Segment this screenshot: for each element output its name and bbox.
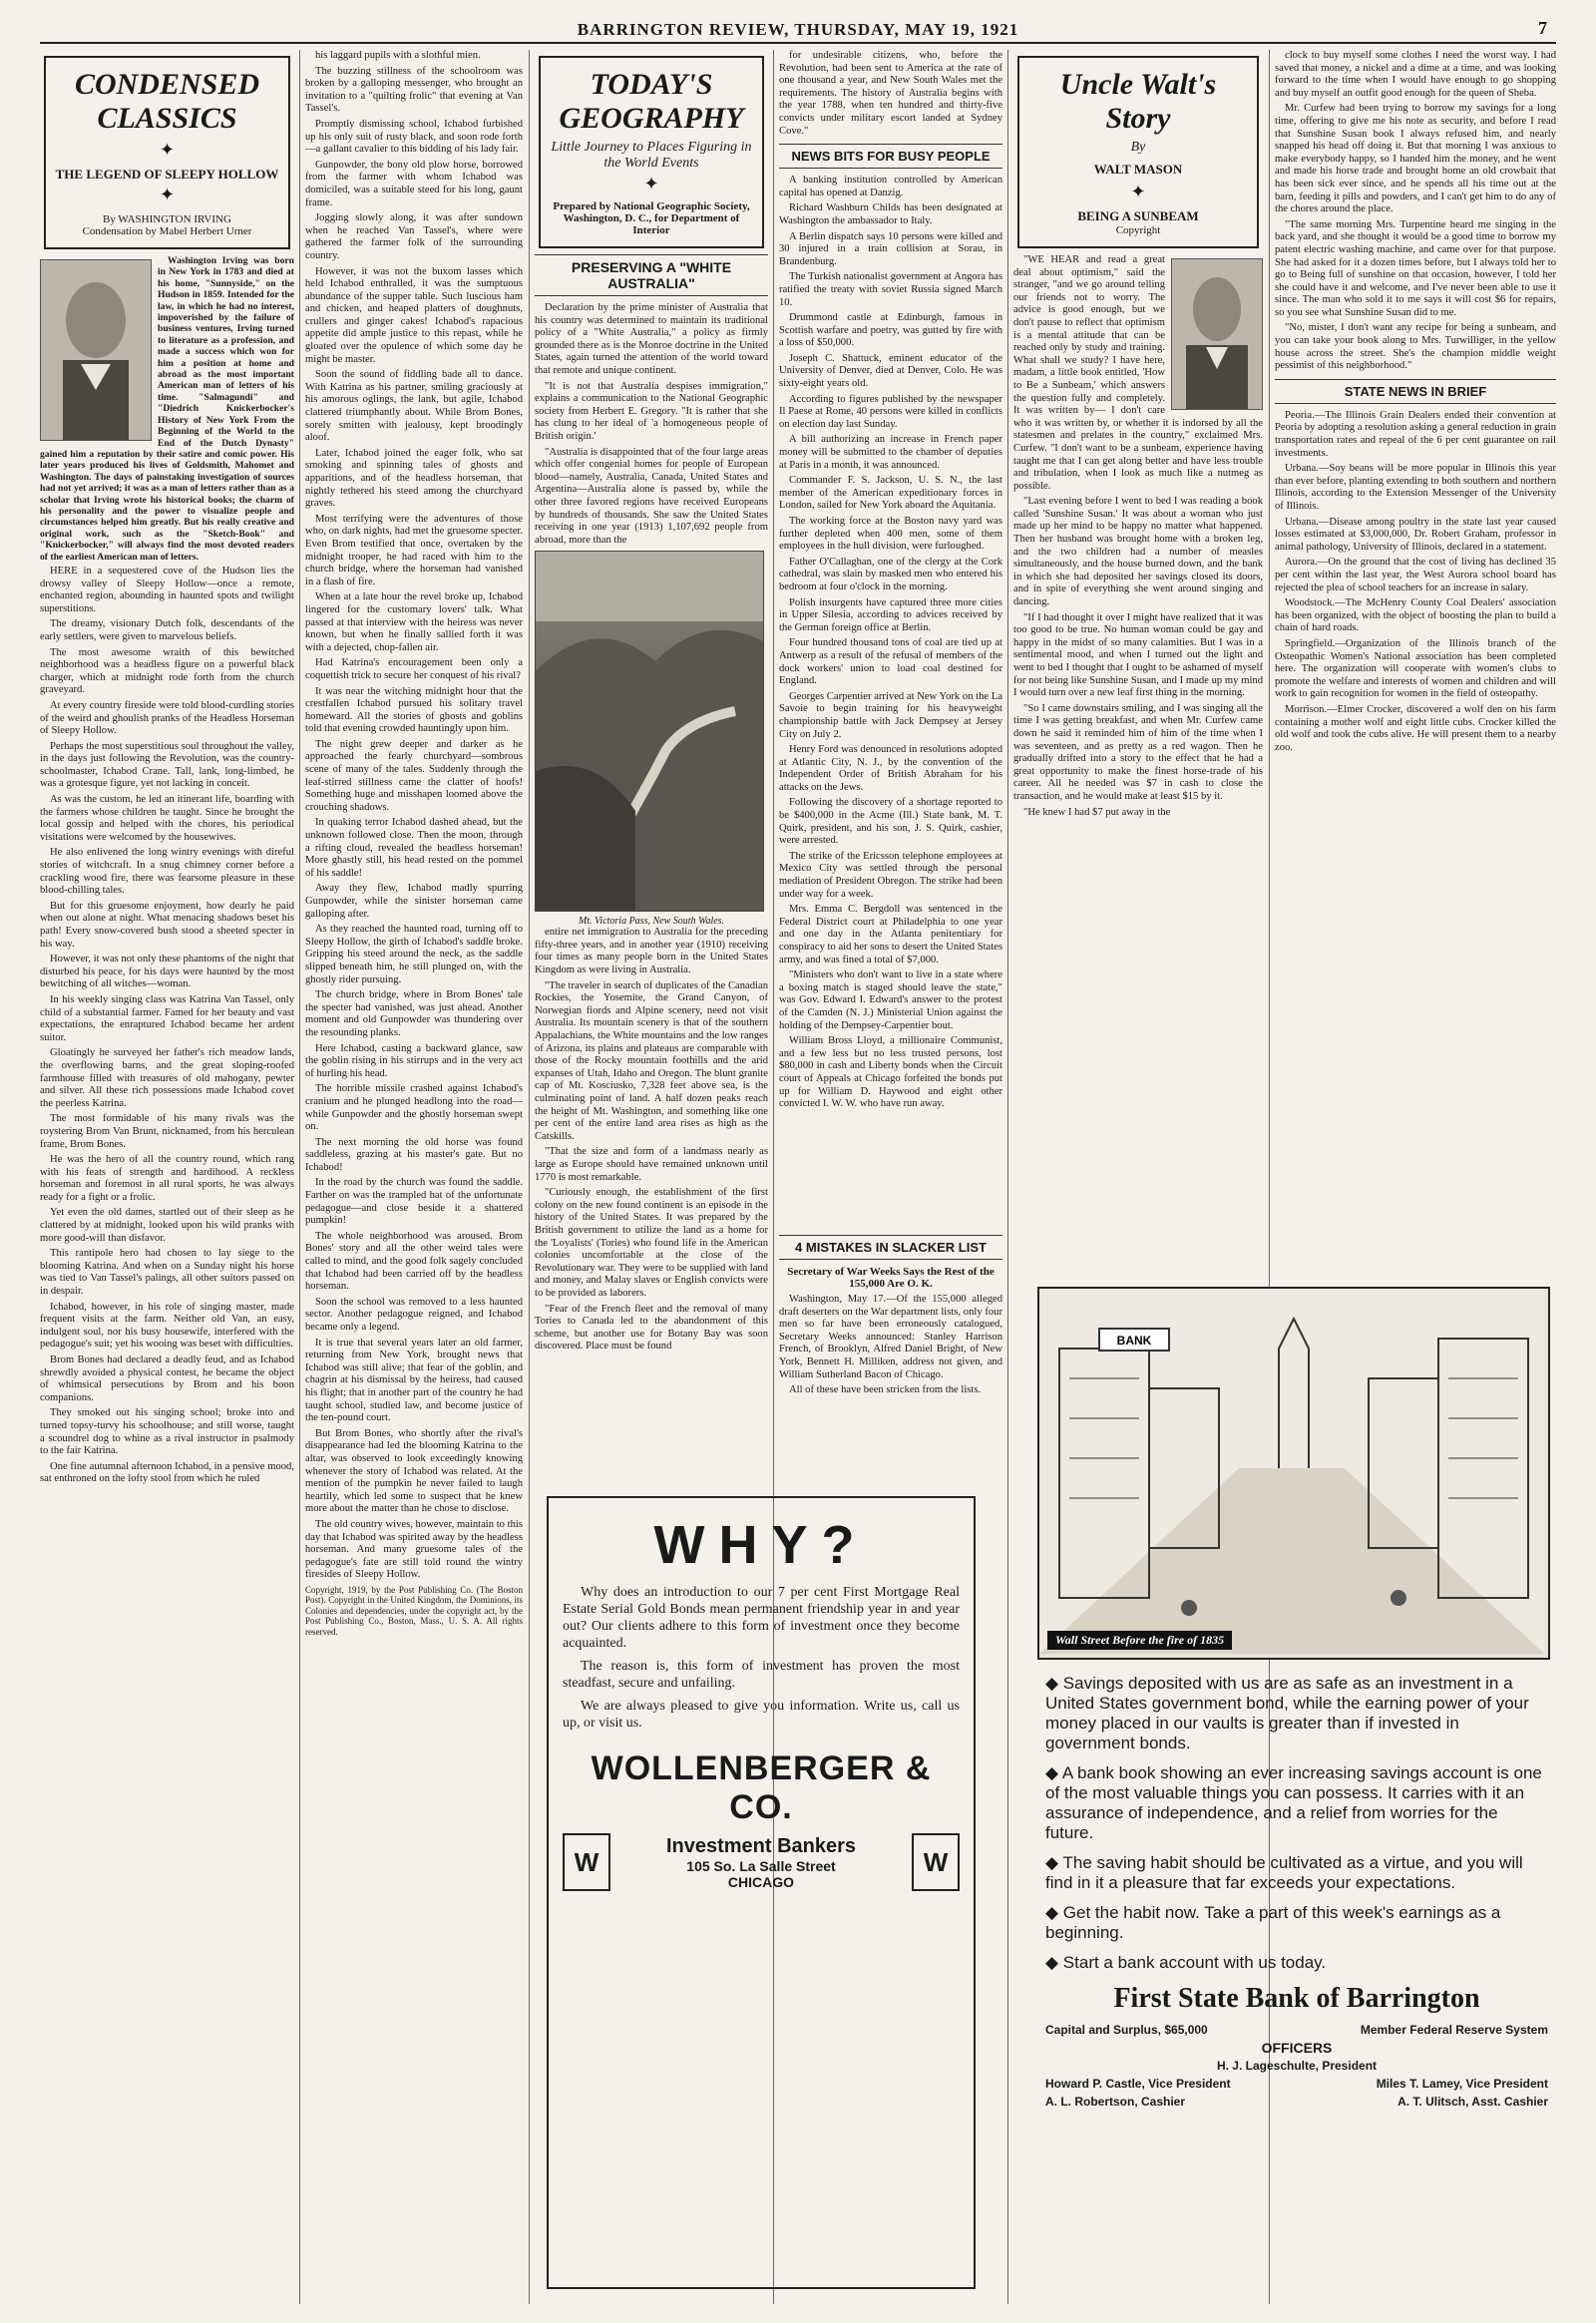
news-item: Four hundred thousand tons of coal are tied up at Antwerp as a result of the refusal of members of the dock workers' union to load coal destined for England. xyxy=(779,637,1002,687)
classics-header-box xyxy=(44,56,290,249)
article-paragraph: Gloatingly he surveyed her father's rich meadow lands, the overflowing barns, and the great sloping-roofed farmhouse filled with treasures of old mahogany, pewter and silver. All these rich possessions made Ichabod covet the peerless Katrina. xyxy=(40,1047,294,1109)
bank-vp-2: Miles T. Lamey, Vice President xyxy=(1376,2077,1548,2091)
classics-body-continued xyxy=(305,50,523,1582)
column-rule xyxy=(529,50,530,2304)
bank-bullet: ◆ Get the habit now. Take a part of this week's earnings as a beginning. xyxy=(1045,1903,1501,1942)
why-paragraph-3: We are always pleased to give you information. Write us, call us up, or visit us. xyxy=(563,1699,960,1731)
bank-bullet: ◆ Start a bank account with us today. xyxy=(1045,1953,1327,1972)
news-item: A Berlin dispatch says 10 persons were killed and 30 injured in a train collision at Sorau, in Brandenburg. xyxy=(779,230,1002,267)
article-paragraph: However, it was not the buxom lasses which held Ichabod enthralled, it was the sumptuous abundance of the supper table. Such luscious ham and chicken, and heaped platters of doughnuts, crullers and ginger cakes! Ichabod's rapacious appetite did ample justice to this repast, while he gloated over the opulence of which some day he might be master. xyxy=(305,265,523,365)
article-paragraph: In the road by the church was found the saddle. Farther on was the trampled hat of the unfortunate pedagogue—and close beside it a shattered pumpkin! xyxy=(305,1177,523,1227)
article-paragraph: They smoked out his singing school; broke into and turned topsy-turvy his schoolhouse; and still worse, taught a scoundrel dog to whine as a rival instructor in psalmody to the fair Katrina. xyxy=(40,1407,294,1457)
company-emblem-left: W xyxy=(563,1833,610,1891)
slacker-headline: 4 MISTAKES IN SLACKER LIST xyxy=(779,1235,1002,1260)
uncle-walt-column xyxy=(1013,50,1263,1317)
article-paragraph: The most awesome wraith of this bewitched neighborhood was a headless figure on a powerful black charger, which at midnight rode forth from the church graveyard. xyxy=(40,646,294,696)
victoria-pass-photo xyxy=(535,551,764,912)
column-rule xyxy=(299,50,300,2304)
article-paragraph: Mr. Curfew had been trying to borrow my savings for a long time, offering to give me his note as security, and before I read that Sunshine Susan book I always refused him, and nearly snapped his head off doing it. But that morning I was anxious to make everybody happy, so I handed him the money, and he went and made his horse trade and brought home an old crowbait that has been sick ever since, and he spends all his time out at the barn, feeding it pills and powders, and I can't get him to do any of the chores around the place. xyxy=(1275,103,1556,215)
article-paragraph: Washington, May 17.—Of the 155,000 alleged draft deserters on the War department lists, only four men so far have been erroneously catalogued, Secretary Weeks announced: Stanley Harrison French, of Brooklyn, Alfred Daniel Bright, of New York, Bennett H. Milliken, address not given, and William Sutherland Bacon of Chicago. xyxy=(779,1294,1002,1380)
article-paragraph: It is true that several years later an old farmer, returning from New York, brought news that Ichabod was still alive; that fear of the goblin, and chagrin at his dismissal by the heiress, had caused his flight; that in another part of the country he had taught school, studied law, and become justice of the ten-pound court. xyxy=(305,1337,523,1424)
photo-caption: Mt. Victoria Pass, New South Wales. xyxy=(578,916,725,928)
bank-vp-1: Howard P. Castle, Vice President xyxy=(1045,2077,1231,2091)
article-paragraph: "Fear of the French fleet and the removal of many Tories to Canada led to the abandonment of this scheme, but another use for Botany Bay was soon discovered. Place must be found xyxy=(535,1303,768,1353)
bullet-icon: ◆ xyxy=(1045,1674,1063,1693)
article-paragraph: Perhaps the most superstitious soul throughout the valley, in the days just following the Revolution, was the country-schoolmaster, Ichabod Crane. Tall, lank, long-limbed, he was a grotesque figure, yet not lacking in conceit. xyxy=(40,740,294,790)
article-paragraph: As they reached the haunted road, turning off to Sleepy Hollow, the girth of Ichabod's saddle broke. Gripping his steed around the neck, as the saddle slipped beneath him, he still plunged on, with the ghostly rider pursuing. xyxy=(305,924,523,985)
article-paragraph: The most formidable of his many rivals was the roystering Brom Van Brunt, nicknamed, from his herculean frame, Brom Bones. xyxy=(40,1113,294,1150)
news-item: Father O'Callaghan, one of the clergy at the Cork cathedral, was slain by masked men who entered his bedroom at four o'clock in the morning. xyxy=(779,556,1002,592)
article-paragraph: The night grew deeper and darker as he approached the fearly churchyard—sombrous scene of many of the tales. Suddenly through the leaf-stirred stillness came the clatter of hoofs! Something huge and misshapen loomed above the crouching shadows. xyxy=(305,738,523,813)
news-item: Following the discovery of a shortage reported to be $400,000 in the Acme (Ill.) State bank, M. T. Quirk, president, and his son, J. S. Quirk, cashier, were arrested. xyxy=(779,797,1002,847)
uncle-walt-heading-2: Story xyxy=(1105,102,1171,135)
uncle-walt-header-box xyxy=(1017,56,1259,248)
article-paragraph: In quaking terror Ichabod dashed ahead, but the unknown followed close. Then the moon, through a rifting cloud, revealed the headless horseman! More ghastly still, his head rested on the pommel of his saddle! xyxy=(305,817,523,879)
article-paragraph: When at a late hour the revel broke up, Ichabod lingered for the customary lovers' talk. What passed at that interview with the heiress was never known, but when he finally sallied forth it was with a dejected, chop-fallen air. xyxy=(305,591,523,653)
bank-bullet: ◆ A bank book showing an ever increasing savings account is one of the most valuable things you can possess. It carries with it an assurance of independence, and a relief from worries for the future. xyxy=(1045,1763,1542,1842)
geography-heading-1: TODAY'S xyxy=(590,68,713,101)
photo-image xyxy=(536,552,763,911)
news-item: Springfield.—Organization of the Illinois branch of the Osteopathic Women's National association has been completed here. The organization will cooperate with women's clubs to promote the welfare and interests of women and children and will work to gain recognition for women in the field of osteopathy. xyxy=(1275,637,1556,700)
news-item: The working force at the Boston navy yard was further depleted when 400 men, some of them employees in the hull division, were furloughed. xyxy=(779,516,1002,553)
geography-heading-2: GEOGRAPHY xyxy=(559,102,744,135)
news-item: Joseph C. Shattuck, eminent educator of the University of Denver, died at Denver, Colo. He was sixty-eight years old. xyxy=(779,352,1002,390)
article-paragraph: HERE in a sequestered cove of the Hudson lies the drowsy valley of Sleepy Hollow—once a remote, enchanted region, abounding in haunted spots and twilight superstitions. xyxy=(40,565,294,614)
company-emblem-right: W xyxy=(912,1833,960,1891)
uncle-walt-title: BEING A SUNBEAM xyxy=(1077,208,1199,223)
article-paragraph: The buzzing stillness of the schoolroom was broken by a galloping messenger, who brought an invitation to a "quilting frolic" that evening at Van Tassel's. xyxy=(305,65,523,115)
company-city: CHICAGO xyxy=(727,1873,795,1890)
column-rule xyxy=(1007,50,1008,2304)
article-paragraph: "Australia is disappointed that of the four large areas which offer congenial homes for people of European blood—namely, Australia, Canada, United States and Argentina—Australia alone is passed by, while the other three favored regions have received Europeans by hundreds of thousands. She saw the United States receiving in one year (1913) 1,107,692 people from abroad, more than the xyxy=(535,446,768,546)
news-item: Morrison.—Elmer Crocker, discovered a wolf den on his farm containing a mother wolf and eight little cubs. Crocker killed the old wolf and took the cubs alive. He will present them to a nearby zoo. xyxy=(1275,703,1556,753)
bank-bullet: ◆ The saving habit should be cultivated as a virtue, and you will find in it a pleasure that far exceeds your expectations. xyxy=(1045,1853,1523,1892)
street-drawing xyxy=(1039,1289,1544,1654)
article-paragraph: Ichabod, however, in his role of singing master, made frequent visits at the farm. Neither old Van, an easy, indulgent soul, nor his busy housewife, interfered with the pedagogue's suit; yet his wooing was beset with difficulties. xyxy=(40,1301,294,1351)
article-paragraph: clock to buy myself some clothes I need the worst way. I had saved that money, a nickel and a dime at a time, and was looking forward to the time when I would have enough to go shopping and buy myself an outfit good enough for the queen of Sheba. xyxy=(1275,50,1556,99)
classics-copyright: Copyright, 1919, by the Post Publishing Co. (The Boston Post). Copyright in the United Kingdom, the Dominions, its Colonies and dependencies, under the copyright act, by the Post Publishing Co., Boston, Mass., U. S. A. All rights reserved. xyxy=(305,1584,523,1637)
article-paragraph: "So I came downstairs smiling, and I was singing all the time I was getting breakfast, and when Mr. Curfew came down he said it reminded him of him of the time when I was seventeen, and as pretty as a red wagon. Then he gradually drifted into a story to the effect that he had a great opportunity to make the finest horse-trade of his career. All he needed was $7 in cash to close the transaction, and he would make at least $15 by it. xyxy=(1013,702,1263,802)
article-paragraph: "Curiously enough, the establishment of the first colony on the new found continent is an episode in the history of the United States. It was prepared by the British government to utilize the land as a home for the 'Loyalists' (Tories) who found life in the American colonies uncomfortable at the close of the Revolutionary war. They were to be supplied with land and money, and Malay slaves or English convicts were to be provided as laborers. xyxy=(535,1187,768,1299)
bank-sign: BANK xyxy=(1116,1334,1152,1348)
article-paragraph: "WE HEAR and read a great deal about optimism," said the stranger, "and we go around telling our friends not to worry. The advice is good enough, but we don't pause to reflect that optimism is a mental attitude that can be reached only by study and training. What shall we study? I have here, madam, a little book entitled, 'How to Be a Sunbeam,' which answers the question fully and completely. It was written by— I don't care who it was written by, or whether it is indorsed by all the statesmen and prelates in the country," exclaimed Mrs. Curfew. "I don't want to be a sunbeam, experience having taught me that I can get along better and have less trouble and tribulation, when I look as much like a nutmeg as possible. xyxy=(1013,254,1263,492)
article-paragraph: Jogging slowly along, it was after sundown when he reached Van Tassel's, where were gathered the farmer folk of the surrounding country. xyxy=(305,212,523,261)
wollenberger-ad xyxy=(547,1496,976,2289)
article-paragraph: Most terrifying were the adventures of those who, on dark nights, had met the gruesome specter. Even Brom testified that once, overtaken by the midnight trooper, he had raced with him to the church bridge, where the horseman had vanished in a flash of fire. xyxy=(305,513,523,587)
news-item: The strike of the Ericsson telephone employees at Mexico City was settled through the personal mediation of President Obregon. The strike had been under way for a week. xyxy=(779,850,1002,900)
news-items xyxy=(779,175,1002,1111)
wall-street-illustration xyxy=(1037,1287,1550,1660)
article-paragraph: "Last evening before I went to bed I was reading a book called 'Sunshine Susan.' It was about a woman who just made up her mind to be happy no matter what happened. Then her husband was brought home with a broken leg, and the two children had a number of measles simultaneously, and the house burned down, and the bank in which she had deposited her savings closed its doors, and in spite of everything she went around singing and dancing. xyxy=(1013,496,1263,608)
portrait-image xyxy=(1172,259,1262,409)
classics-condensation: Condensation by Mabel Herbert Urner xyxy=(82,225,252,237)
article-paragraph: Gunpowder, the bony old plow horse, borrowed from the farmer with whom Ichabod was domiciled, was a suitable steed for his long, gaunt frame. xyxy=(305,159,523,208)
article-paragraph: Had Katrina's encouragement been only a coquettish trick to secure her conquest of his rival? xyxy=(305,657,523,681)
article-paragraph: But for this gruesome enjoyment, how dearly he paid when out alone at night. What menacing shadows beset his path! Every snow-covered bush stood a sheeted specter in his way. xyxy=(40,900,294,950)
news-item: Commander F. S. Jackson, U. S. N., the last member of the American expeditionary forces in London, sailed for New York aboard the Aquitania. xyxy=(779,475,1002,512)
illustration-caption: Wall Street Before the fire of 1835 xyxy=(1047,1631,1232,1650)
walt-mason-portrait xyxy=(1171,258,1263,410)
portrait-image xyxy=(41,260,151,440)
classics-body xyxy=(40,566,294,1486)
news-item: Drummond castle at Edinburgh, famous in Scottish warfare and poetry, was gutted by fire with a loss of $50,000. xyxy=(779,312,1002,349)
page-number: 7 xyxy=(1538,18,1548,38)
news-item: The Turkish nationalist government at Angora has ratified the treaty with soviet Russia signed March 10. xyxy=(779,271,1002,308)
news-item: Richard Washburn Childs has been designated at Washington the ambassador to Italy. xyxy=(779,202,1002,226)
news-column xyxy=(779,50,1002,1227)
article-paragraph: his laggard pupils with a slothful mien. xyxy=(315,50,481,61)
article-paragraph: At every country fireside were told blood-curdling stories of the weird and ghoulish pranks of the Headless Horseman of Sleepy Hollow. xyxy=(40,699,294,737)
article-paragraph: The old country wives, however, maintain to this day that Ichabod was spirited away by the headless horseman. And many gruesome tales of the pedagogue's fate are still told round the wintry firesides of Sleepy Hollow. xyxy=(305,1518,523,1581)
article-paragraph: As was the custom, he led an itinerant life, boarding with the farmers whose children he taught. Since he brought the local gossip and helped with the chores, his periodical visitations were welcomed by the housewives. xyxy=(40,794,294,843)
bank-capital: Capital and Surplus, $65,000 xyxy=(1045,2023,1208,2037)
article-paragraph: The horrible missile crashed against Ichabod's cranium and he plunged headlong into the road—while Gunpowder and the ghostly horseman swept on. xyxy=(305,1083,523,1133)
masthead-title: BARRINGTON REVIEW, THURSDAY, MAY 19, 1921 xyxy=(577,20,1019,39)
slacker-body xyxy=(779,1294,1002,1397)
news-item: Aurora.—On the ground that the cost of living has declined 35 per cent within the last year, the West Aurora school board has rejected the plea of school teachers for an increase in salary. xyxy=(1275,557,1556,593)
article-paragraph: "The traveler in search of duplicates of the Canadian Rockies, the Yosemite, the Grand Canyon, of Norwegian fiords and Alpine scenery, need not visit Australia. Its mountain scenery is that of the southern Appalachians, the White mountains and the low ranges of Arizona, its plains and plateaus are comparable with those of the Rocky mountain foothills and the arid expanses of Utah, Idaho and Oregon. The blunt granite cap of Mt. Kosciusko, 7,328 feet above sea, is the culminating point of land. A half dozen peaks reach the height of Mt. Washington, and something like one per cent of the entire land area rises as high as the Catskills. xyxy=(535,979,768,1142)
article-paragraph: "No, mister, I don't want any recipe for being a sunbeam, and you can take your book along to Mrs. Turwilliger, in the yellow house across the street. She's the champion middle weight pessimist of this neighborhood." xyxy=(1275,322,1556,372)
classics-heading-1: CONDENSED xyxy=(74,68,260,101)
masthead xyxy=(40,18,1556,44)
article-paragraph: It was near the witching midnight hour that the crestfallen Ichabod pursued his solitary travel homeward. All the stories of ghosts and goblins told that evening crowded hauntingly upon him. xyxy=(305,685,523,735)
news-item: Georges Carpentier arrived at New York on the La Savoie to begin training for his heavyweight championship battle with Jack Dempsey at Jersey City on July 2. xyxy=(779,690,1002,740)
article-paragraph: Later, Ichabod joined the eager folk, who sat smoking and spinning tales of ghosts and apparitions, and of the headless horseman, that nightly tethered his steed among the churchyard graves. xyxy=(305,447,523,510)
article-paragraph: He was the hero of all the country round, which rang with his feats of strength and hardihood. A reckless horseman and foremost in all rural sports, he was always ready for a fight or a frolic. xyxy=(40,1154,294,1203)
bank-name: First State Bank of Barrington xyxy=(1113,1983,1480,2014)
news-item: Henry Ford was denounced in resolutions adopted at Atlantic City, N. J., by the convention of the Independent Order of British Abraham for his attacks on the Jews. xyxy=(779,744,1002,793)
article-paragraph: All of these have been stricken from the lists. xyxy=(789,1384,982,1396)
news-item: A banking institution controlled by American capital has opened at Danzig. xyxy=(779,175,1002,198)
article-paragraph: But Brom Bones, who shortly after the rival's disappearance had led the blooming Katrina to the altar, was observed to look exceedingly knowing whenever the story of Ichabod was related. At the mention of the pumpkin he never failed to laugh heartily, which led some to suspect that he knew more about the matter than he chose to disclose. xyxy=(305,1427,523,1515)
news-item: Woodstock.—The McHenry County Coal Dealers' association has been organized, with the object of boosting the plan to build a chain of hard roads. xyxy=(1275,597,1556,634)
ornament: ✦ xyxy=(159,185,176,204)
article-paragraph: "He knew I had $7 put away in the xyxy=(1023,806,1171,818)
article-paragraph: Soon the school was removed to a less haunted sector. Another pedagogue reigned, and Ichabod became only a legend. xyxy=(305,1296,523,1333)
article-paragraph: Here Ichabod, casting a backward glance, saw the goblin rising in his stirrups and in the very act of hurling his head. xyxy=(305,1042,523,1079)
bank-member: Member Federal Reserve System xyxy=(1360,2023,1548,2037)
state-news-headline: STATE NEWS IN BRIEF xyxy=(1275,379,1556,404)
geography-body xyxy=(535,302,768,547)
right-column xyxy=(1275,50,1556,1277)
classics-byline: By WASHINGTON IRVING xyxy=(103,213,231,225)
irving-portrait xyxy=(40,259,152,441)
article-paragraph: The whole neighborhood was aroused. Brom Bones' story and all the other weird tales were called to mind, and the good folk sagely concluded that Ichabod had been carried off by the headless horseman. xyxy=(305,1230,523,1293)
bullet-icon: ◆ xyxy=(1045,1763,1062,1782)
ornament: ✦ xyxy=(643,174,659,194)
article-paragraph: In his weekly singing class was Katrina Van Tassel, only child of a substantial farmer. Famed for her beauty and vast expectations, the enraptured Ichabod became her ardent suitor. xyxy=(40,993,294,1043)
news-item: Urbana.—Disease among poultry in the state last year caused losses estimated at $3,000,000, Dr. Robert Graham, professor in animal pathology, University of Illinois, declared in a statement. xyxy=(1275,516,1556,553)
bank-bullets xyxy=(1037,1674,1556,1973)
irving-bio: Washington Irving was born in New York in 1783 and died at his home, "Sunnyside," on the Hudson in 1859. Intended for the law, in which he had no interest, impoverished by the failure of business ventures, Irving turned to literature as a profession, and made a success which won for him a position at home and abroad as the most important American man of letters of his time. "Salmagundi" and "Diedrich Knickerbocker's History of New York From the Beginning of the World to the End of the Dutch Dynasty" gained him a reputation by their satire and comic power. His later years produced his lives of Goldsmith, Mahomet and Washington. The days of painstaking investigation of sources had not yet arrived; it was as a man of letters rather than as a scholar that Irving wrote his historical books; the charm of his personality and the power to visualize people and circumstances helped him greatly. But his really creative and original work, such as the "Sketch-Book" and "Knickerbocker," will always find the most devoted readers of the earliest American man of letters. xyxy=(40,255,294,563)
classics-column xyxy=(40,50,294,2304)
uncle-walt-by: By xyxy=(1130,140,1146,155)
bullet-icon: ◆ xyxy=(1045,1953,1063,1972)
article-paragraph: The church bridge, where in Brom Bones' tale the specter had vanished, was just ahead. Another moment and old Gunpowder was thundering over the resounding planks. xyxy=(305,989,523,1038)
article-paragraph: Soon the sound of fiddling bade all to dance. With Katrina as his partner, smiling graciously at his amorous oglings, the lank, but agile, Ichabod clattered triumphantly about. While Brom Bones, sorely smitten with jealousy, kept broodingly aloof. xyxy=(305,369,523,444)
ornament: ✦ xyxy=(1130,182,1146,201)
article-paragraph: Declaration by the prime minister of Australia that his country was determined to maintain its traditional policy of a "White Australia," a policy as firmly grounded there as is the Monroe doctrine in the United States, again turned the attention of the world toward that remote and unique continent. xyxy=(535,302,768,376)
slacker-section xyxy=(779,1229,1002,1478)
article-paragraph: This rantipole hero had chosen to lay siege to the blooming Katrina. And when on a Sunday night his horse was tied to Van Tassel's palings, all other suitors passed on in despair. xyxy=(40,1248,294,1298)
news-item: Peoria.—The Illinois Grain Dealers ended their convention at Peoria by adopting a resolution asking a general reduction in grain transportation rates and repeal of the 6 per cent guarantee on rail investments. xyxy=(1275,409,1556,459)
classics-heading-2: CLASSICS xyxy=(97,102,237,135)
news-item: "Ministers who don't want to live in a state where a boxing match is staged should leave the state," was Gov. Edward I. Edward's answer to the protest of the Camden (N. J.) Ministerial Union against the holding of the Dempsey-Carpentier bout. xyxy=(779,969,1002,1031)
article-paragraph: "If I had thought it over I might have realized that it was too good to be true. No human woman could be gay and happy in the midst of so many calamities. But I was in a sentimental mood, and when I turned out the light and went to bed I thought that I ought to be ashamed of myself for not being like Sunshine Susan, and I made up my mind I would turn over a new leaf first thing in the morning. xyxy=(1013,611,1263,699)
uncle-walt-author: WALT MASON xyxy=(1093,162,1183,177)
article-paragraph: Promptly dismissing school, Ichabod furbished up his only suit of rusty black, and soon rode forth—a gallant cavalier to this bidding of his lady fair. xyxy=(305,118,523,156)
company-name: WOLLENBERGER & CO. xyxy=(591,1749,932,1826)
bank-asst-cashier: A. T. Ulitsch, Asst. Cashier xyxy=(1397,2095,1548,2109)
article-paragraph: "That the size and form of a landmass nearly as large as Europe should have remained unknown until 1770 is most remarkable. xyxy=(535,1146,768,1183)
article-paragraph: "The same morning Mrs. Turpentine heard me singing in the back yard, and she thought it would be a good time to borrow my patent electric washing machine, and came over for that purpose. She had asked for it a dozen times before, but I always told her to go to Being full of sunshine on that occasion, however, I told her she could have it and welcome, and I've never been able to use it since. The man who sold it to me says it will cost $6 for repairs, so you see what Sunshine Susan did to me. xyxy=(1275,218,1556,318)
news-item: Polish insurgents have captured three more cities in Upper Silesia, according to advices received by the German foreign office at Berlin. xyxy=(779,596,1002,633)
news-item: According to figures published by the newspaper Il Paese at Rome, 40 persons were killed in conflicts on election day last Sunday. xyxy=(779,393,1002,430)
article-paragraph: He also enlivened the long wintry evenings with direful stories of witchcraft. In a snug chimney corner before a crackling wood fire, there was fearsome pleasure in these blood-chilling tales. xyxy=(40,847,294,897)
article-paragraph: However, it was not only these phantoms of the night that disturbed his peace, for his days were haunted by the most bewitching of all witches—woman. xyxy=(40,954,294,990)
article-paragraph: One fine autumnal afternoon Ichabod, in a pensive mood, sat enthroned on the lofty stool from which he ruled xyxy=(40,1460,294,1485)
geography-header-box xyxy=(539,56,764,248)
company-tagline: Investment Bankers xyxy=(665,1834,857,1857)
bank-president: H. J. Lageschulte, President xyxy=(1216,2059,1378,2073)
article-paragraph: Yet even the old dames, startled out of their sleep as he clattered by at midnight, looked upon his wild pranks with more good-will than disfavor. xyxy=(40,1207,294,1244)
why-paragraph-1: Why does an introduction to our 7 per cent First Mortgage Real Estate Serial Gold Bonds mean permanent friendship year in and year out? Our clients adhere to this form of investment once they become acquainted. xyxy=(563,1585,960,1651)
news-headline: NEWS BITS FOR BUSY PEOPLE xyxy=(779,144,1002,169)
bullet-icon: ◆ xyxy=(1045,1853,1063,1872)
bank-bullet: ◆ Savings deposited with us are as safe as an investment in a United States government bond, while the earning power of your money placed in our vaults is greater than if invested in government bonds. xyxy=(1045,1674,1529,1752)
article-paragraph: The next morning the old horse was found saddleless, grazing at his master's gate. But no Ichabod! xyxy=(305,1136,523,1173)
why-headline: WHY? xyxy=(653,1515,869,1575)
ornament: ✦ xyxy=(159,140,176,160)
article-paragraph: The dreamy, visionary Dutch folk, descendants of the early settlers, were given to marvelous beliefs. xyxy=(40,618,294,642)
state-news-items xyxy=(1275,410,1556,754)
why-paragraph-2: The reason is, this form of investment has proven the most steadfast, secure and unfailing. xyxy=(563,1659,960,1691)
slacker-subhead: Secretary of War Weeks Says the Rest of the 155,000 Are O. K. xyxy=(787,1266,995,1290)
uncle-walt-heading-1: Uncle Walt's xyxy=(1059,68,1217,101)
article-paragraph: "It is not that Australia despises immigration," explains a communication to the National Geographic society from Herbert E. Gregory. "It is rather that she has clung to her ideal of 'a homogeneous people of British origin.' xyxy=(535,380,768,442)
classics-continued-column xyxy=(305,50,523,2304)
geography-body-continued xyxy=(535,927,768,1354)
geography-credit: Prepared by National Geographic Society, Washington, D. C., for Department of Interior xyxy=(553,200,750,236)
news-item: Mrs. Emma C. Bergdoll was sentenced in the Federal District court at Philadelphia to one year and one day in the Atlanta penitentiary for conspiracy to aid her sons to desert the United States army, and was fined a total of $7,000. xyxy=(779,904,1002,966)
classics-subtitle: THE LEGEND OF SLEEPY HOLLOW xyxy=(55,167,279,182)
news-item: Urbana.—Soy beans will be more popular in Illinois this year than ever before, planting extending to both southern and northern Illinois, according to the Extension Messenger of the University of Illinois. xyxy=(1275,463,1556,512)
news-item: William Bross Lloyd, a millionaire Communist, and a few less but no less trusted persons, lost $80,000 in cash and Liberty bonds when the Circuit court of Appeals at Chicago forfeited the bonds put up for William D. Haywood and eight other convicted I. W. W. who have run away. xyxy=(779,1035,1002,1110)
bank-ad xyxy=(1037,1287,1556,2294)
geography-headline: PRESERVING A "WHITE AUSTRALIA" xyxy=(535,254,768,296)
geography-tagline: Little Journey to Places Figuring in the World Events xyxy=(551,140,752,171)
bank-officers-label: OFFICERS xyxy=(1261,2040,1333,2056)
geography-continuation: for undesirable citizens, who, before the Revolution, had been sent to America at the rate of one thousand a year, and New South Wales met the requirements. The history of Australia begins with the year 1788, when ten hundred and thirty-five convicts under military escort landed at Sydney Cove." xyxy=(779,50,1002,137)
uncle-walt-body-continued xyxy=(1275,50,1556,373)
article-paragraph: Brom Bones had declared a deadly feud, and as Ichabod shrewdly avoided a physical contest, he became the object of whimsical persecutions by Brom and his boon companions. xyxy=(40,1355,294,1403)
uncle-walt-copyright: Copyright xyxy=(1115,224,1161,236)
news-item: A bill authorizing an increase in French paper money will be submitted to the chamber of deputies at Paris in a month, it was announced. xyxy=(779,434,1002,471)
company-address: 105 So. La Salle Street xyxy=(686,1857,836,1874)
article-paragraph: Away they flew, Ichabod madly spurring Gunpowder, while the sinister horseman came galloping after. xyxy=(305,883,523,920)
bank-cashier: A. L. Robertson, Cashier xyxy=(1045,2095,1186,2109)
bullet-icon: ◆ xyxy=(1045,1903,1063,1922)
article-paragraph: entire net immigration to Australia for the preceding fifty-three years, and in another year (1910) receiving four times as many people born in the United States Kingdom as were living in Australia. xyxy=(535,927,768,976)
